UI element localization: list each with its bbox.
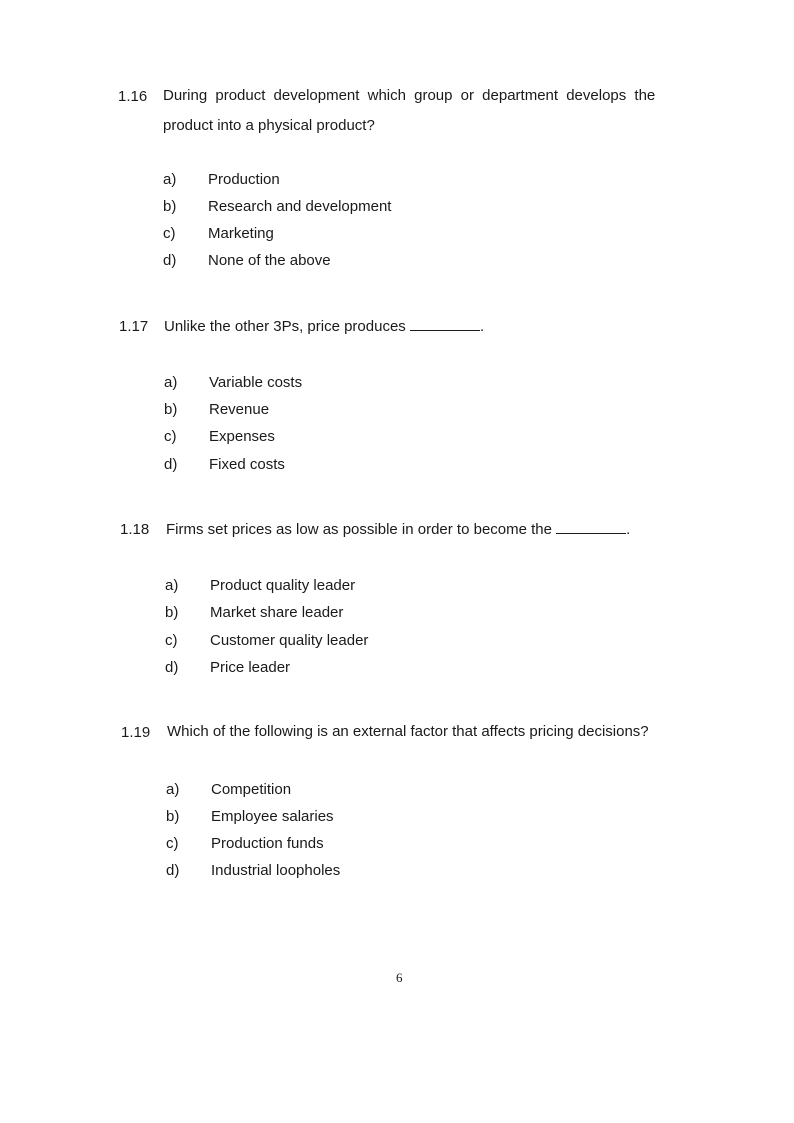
question-text: Which of the following is an external factor that affects pricing decisions? — [167, 723, 649, 740]
option-text: Variable costs — [209, 374, 303, 391]
question-text-cont: product into a physical product? — [163, 117, 375, 134]
option-letter: d) — [166, 862, 180, 879]
option-text: Product quality leader — [210, 577, 356, 594]
option-text: Marketing — [208, 225, 274, 242]
answer-blank — [410, 318, 480, 331]
option-letter: c) — [163, 225, 176, 242]
option-text: Industrial loopholes — [211, 862, 341, 879]
option-text: Market share leader — [210, 604, 344, 621]
punct: . — [626, 521, 631, 538]
question-text-body: Firms set prices as low as possible in order to become the — [166, 521, 552, 538]
question-number: 1.16 — [118, 88, 148, 105]
option-text: Competition — [211, 781, 292, 798]
option-text: Expenses — [209, 428, 275, 445]
option-letter: c) — [166, 835, 179, 852]
question-text-body: Unlike the other 3Ps, price produces — [164, 318, 406, 335]
option-letter: d) — [164, 456, 178, 473]
option-letter: b) — [166, 808, 180, 825]
option-letter: b) — [165, 604, 179, 621]
option-letter: a) — [165, 577, 179, 594]
option-text: Production — [208, 171, 280, 188]
answer-blank — [556, 521, 626, 534]
option-text: Production funds — [211, 835, 324, 852]
question-text — [166, 521, 630, 539]
option-letter: a) — [166, 781, 180, 798]
option-text: Fixed costs — [209, 456, 285, 473]
option-text: Price leader — [210, 659, 291, 676]
option-letter: b) — [163, 198, 177, 215]
option-letter: a) — [163, 171, 177, 188]
option-text: Customer quality leader — [210, 632, 369, 649]
option-text: None of the above — [208, 252, 331, 269]
question-number: 1.18 — [120, 521, 150, 538]
question-number: 1.17 — [119, 318, 149, 335]
page-number: 6 — [396, 970, 403, 985]
option-letter: a) — [164, 374, 178, 391]
question-text — [164, 318, 484, 336]
option-letter: d) — [165, 659, 179, 676]
option-letter: c) — [165, 632, 178, 649]
option-letter: d) — [163, 252, 177, 269]
option-text: Revenue — [209, 401, 270, 418]
option-text: Employee salaries — [211, 808, 334, 825]
question-text: During product development which group or department develops the — [163, 87, 656, 104]
option-text: Research and development — [208, 198, 392, 215]
question-number: 1.19 — [121, 724, 151, 741]
option-letter: c) — [164, 428, 177, 445]
option-letter: b) — [164, 401, 178, 418]
punct: . — [479, 318, 485, 335]
